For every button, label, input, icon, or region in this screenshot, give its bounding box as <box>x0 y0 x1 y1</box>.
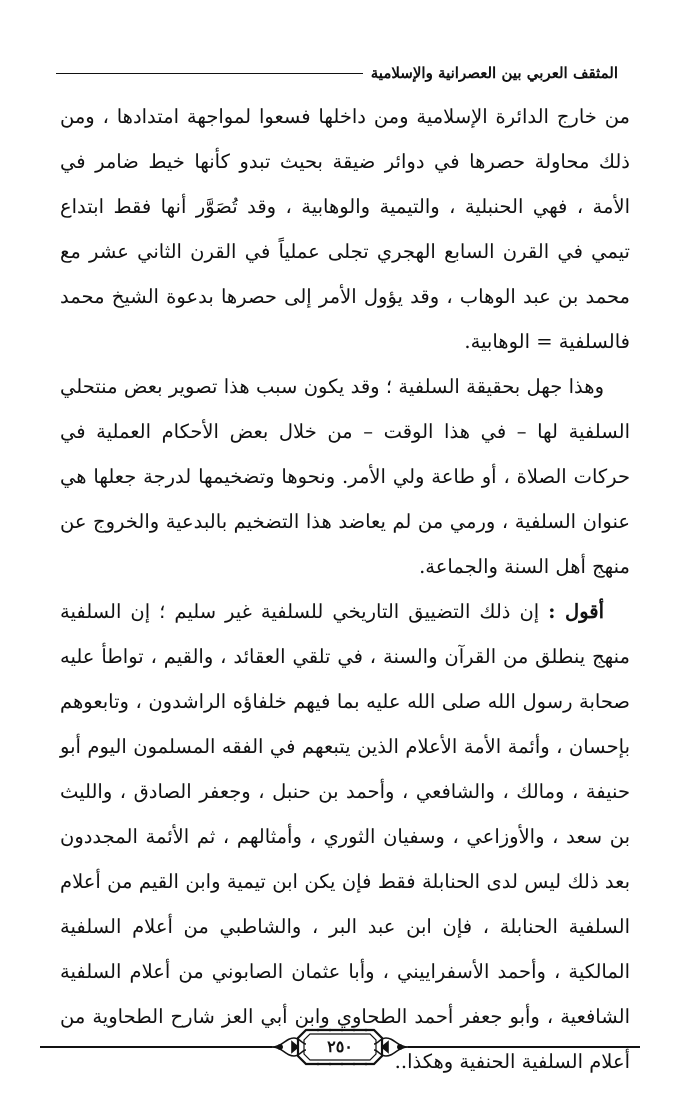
page-number: ٢٥٠ <box>327 1037 353 1056</box>
paragraph-lead-word: أقول : <box>548 600 605 623</box>
paragraph-text: إن ذلك التضييق التاريخي للسلفية غير سليم ؛ إن السلفية منهج ينطلق من القرآن والسنة ، في تلقي العقائد ، والقيم ، تواطأ عليه صحابة رسول الله صلى الله عليه بما فيهم خلفاؤه الراشدون ، وتابعوهم بإحسان ، وأئمة الأمة الأعلام الذين يتبعهم في الفقه المسلمون اليوم أبو حنيفة ، ومالك ، والشافعي ، وأحمد بن حنبل ، وجعفر الصادق ، والليث بن سعد ، والأوزاعي ، وسفيان الثوري ، وأمثالهم ، ثم الأئمة المجددون بعد ذلك ليس لدى الحنابلة فقط فإن يكن ابن تيمية وابن القيم من أعلام السلفية الحنابلة ، فإن ابن عبد البر ، والشاطبي من أعلام السلفية المالكية ، وأحمد الأسفراييني ، وأبا عثمان الصابوني من أعلام السلفية الشافعية ، وأبو جعفر أحمد الطحاوي وابن أبي العز شارح الطحاوية من أعلام السلفية الحنفية وهكذا.. <box>60 600 630 1073</box>
paragraph: وهذا جهل بحقيقة السلفية ؛ وقد يكون سبب هذا تصوير بعض منتحلي السلفية لها – في هذا الوقت – من خلال بعض الأحكام العملية في حركات الصلاة ، أو طاعة ولي الأمر. ونحوها وتضخيمها لدرجة جعلها هي عنوان السلفية ، ورمي من لم يعاضد هذا التضخيم بالبدعية والخروج عن منهج أهل السنة والجماعة. <box>60 375 630 578</box>
running-header-title: المثقف العربي بين العصرانية والإسلامية <box>363 58 618 88</box>
paragraph: من خارج الدائرة الإسلامية ومن داخلها فسعوا لمواجهة امتدادها ، ومن ذلك محاولة حصرها في دوائر ضيقة بحيث تبدو كأنها خيط ضامر في الأمة ، فهي الحنبلية ، والتيمية والوهابية ، وقد تُصَوَّر أنها فقط ابتداع تيمي في القرن السابع الهجري تجلى عملياً في القرن الثاني عشر مع محمد بن عبد الوهاب ، وقد يؤول الأمر إلى حصرها بدعوة الشيخ محمد فالسلفية = الوهابية. <box>60 105 630 353</box>
paragraph <box>60 589 630 1084</box>
footer-rule-right <box>408 1046 640 1048</box>
running-header <box>56 58 618 88</box>
body-text <box>60 94 630 1084</box>
page-footer <box>40 1022 640 1072</box>
header-rule <box>56 73 366 74</box>
footer-rule-left <box>40 1046 272 1048</box>
